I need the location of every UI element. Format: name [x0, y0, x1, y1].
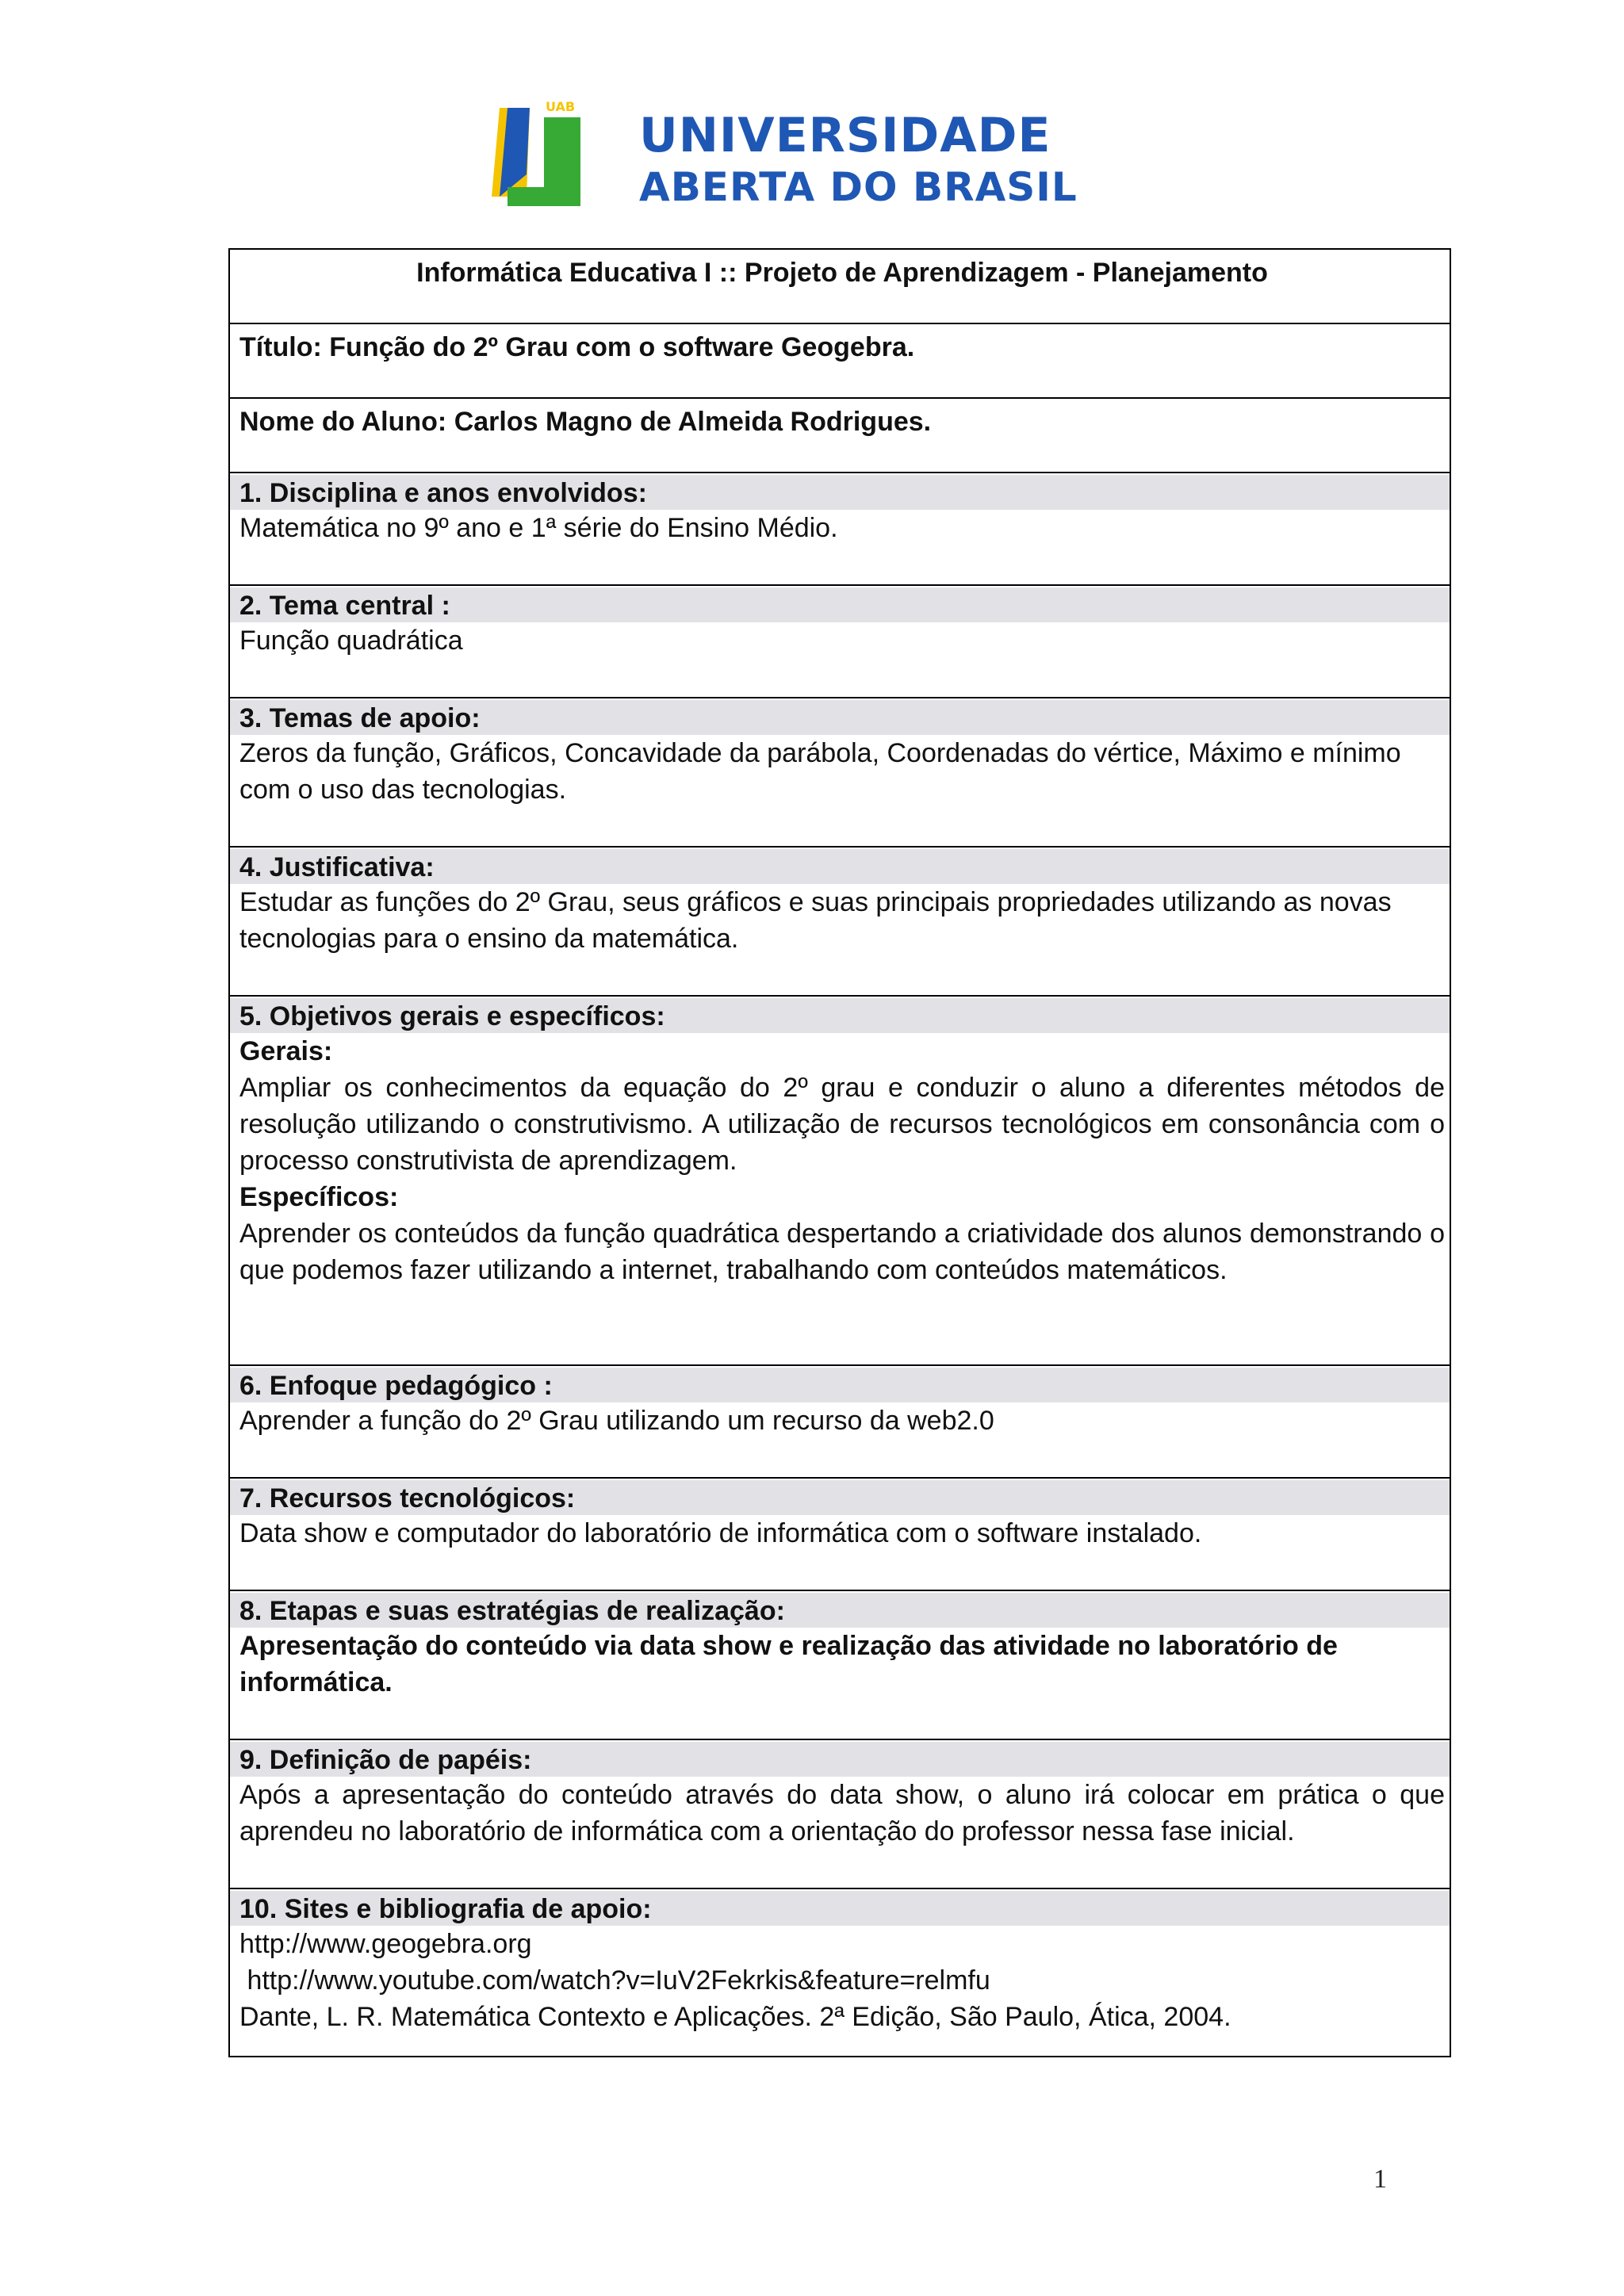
section-heading: 3. Temas de apoio: [230, 700, 1450, 735]
section-heading: 9. Definição de papéis: [230, 1742, 1450, 1777]
section-text: Matemática no 9º ano e 1ª série do Ensino Médio. [239, 513, 838, 543]
section-heading: 2. Tema central : [230, 587, 1450, 622]
section-papeis [230, 1742, 1450, 1889]
especificos-text: Aprender os conteúdos da função quadrática despertando a criatividade dos alunos demonstrando o que podemos fazer utilizando a internet, trabalhando com conteúdos matemáticos. [239, 1219, 1445, 1285]
bibliography-reference: Dante, L. R. Matemática Contexto e Aplicações. 2ª Edição, São Paulo, Ática, 2004. [239, 2002, 1231, 2032]
section-text: Estudar as funções do 2º Grau, seus gráficos e suas principais propriedades utilizando as novas tecnologias para o ensino da matemática. [239, 887, 1392, 954]
university-logo [492, 94, 1094, 212]
section-bibliografia [230, 1891, 1450, 2056]
section-heading: 4. Justificativa: [230, 849, 1450, 884]
logo-line-1: UNIVERSIDADE [639, 108, 1051, 163]
student-name-row [230, 399, 1450, 473]
logo-line-2: ABERTA DO BRASIL [639, 164, 1078, 210]
section-heading: 6. Enfoque pedagógico : [230, 1368, 1450, 1402]
project-title: Título: Função do 2º Grau com o software Geogebra. [239, 332, 915, 362]
site-link-youtube[interactable]: http://www.youtube.com/watch?v=IuV2Fekrkis&feature=relmfu [239, 1965, 990, 1996]
section-temas-apoio [230, 700, 1450, 848]
section-text: Após a apresentação do conteúdo através do data show, o aluno irá colocar em prática o que aprendeu no laboratório de informática com a orientação do professor nessa fase inicial. [239, 1780, 1445, 1846]
section-recursos [230, 1480, 1450, 1591]
section-etapas [230, 1593, 1450, 1740]
section-text: Apresentação do conteúdo via data show e realização das atividade no laboratório de informática. [239, 1631, 1338, 1697]
section-objetivos [230, 998, 1450, 1366]
gerais-text: Ampliar os conhecimentos da equação do 2º grau e conduzir o aluno a diferentes métodos de resolução utilizando o construtivismo. A utilização de recursos tecnológicos em consonância com o processo construtivista de aprendizagem. [239, 1073, 1445, 1176]
page-number: 1 [1373, 2164, 1387, 2194]
course-title-row [230, 250, 1450, 324]
section-text: Zeros da função, Gráficos, Concavidade da parábola, Coordenadas do vértice, Máximo e mínimo com o uso das tecnologias. [239, 738, 1401, 805]
section-tema-central [230, 587, 1450, 698]
gerais-label: Gerais: [239, 1036, 333, 1066]
especificos-label: Específicos: [239, 1182, 399, 1212]
section-text: Função quadrática [239, 626, 463, 656]
uab-label: UAB [546, 99, 576, 114]
course-title: Informática Educativa I :: Projeto de Aprendizagem - Planejamento [416, 258, 1268, 288]
section-heading: 7. Recursos tecnológicos: [230, 1480, 1450, 1515]
logo-text [639, 109, 1078, 211]
section-heading: 5. Objetivos gerais e específicos: [230, 998, 1450, 1033]
site-link-geogebra[interactable]: http://www.geogebra.org [239, 1929, 532, 1959]
section-disciplina [230, 475, 1450, 586]
project-title-row [230, 324, 1450, 399]
planning-table [228, 248, 1451, 2057]
section-text: Data show e computador do laboratório de informática com o software instalado. [239, 1518, 1202, 1548]
section-heading: 8. Etapas e suas estratégias de realização: [230, 1593, 1450, 1628]
section-text: Aprender a função do 2º Grau utilizando um recurso da web2.0 [239, 1406, 994, 1436]
section-enfoque [230, 1368, 1450, 1479]
section-justificativa [230, 849, 1450, 997]
section-heading: 10. Sites e bibliografia de apoio: [230, 1891, 1450, 1926]
student-name: Nome do Aluno: Carlos Magno de Almeida Rodrigues. [239, 407, 932, 437]
uab-logo-mark-icon [492, 98, 628, 206]
section-heading: 1. Disciplina e anos envolvidos: [230, 475, 1450, 510]
